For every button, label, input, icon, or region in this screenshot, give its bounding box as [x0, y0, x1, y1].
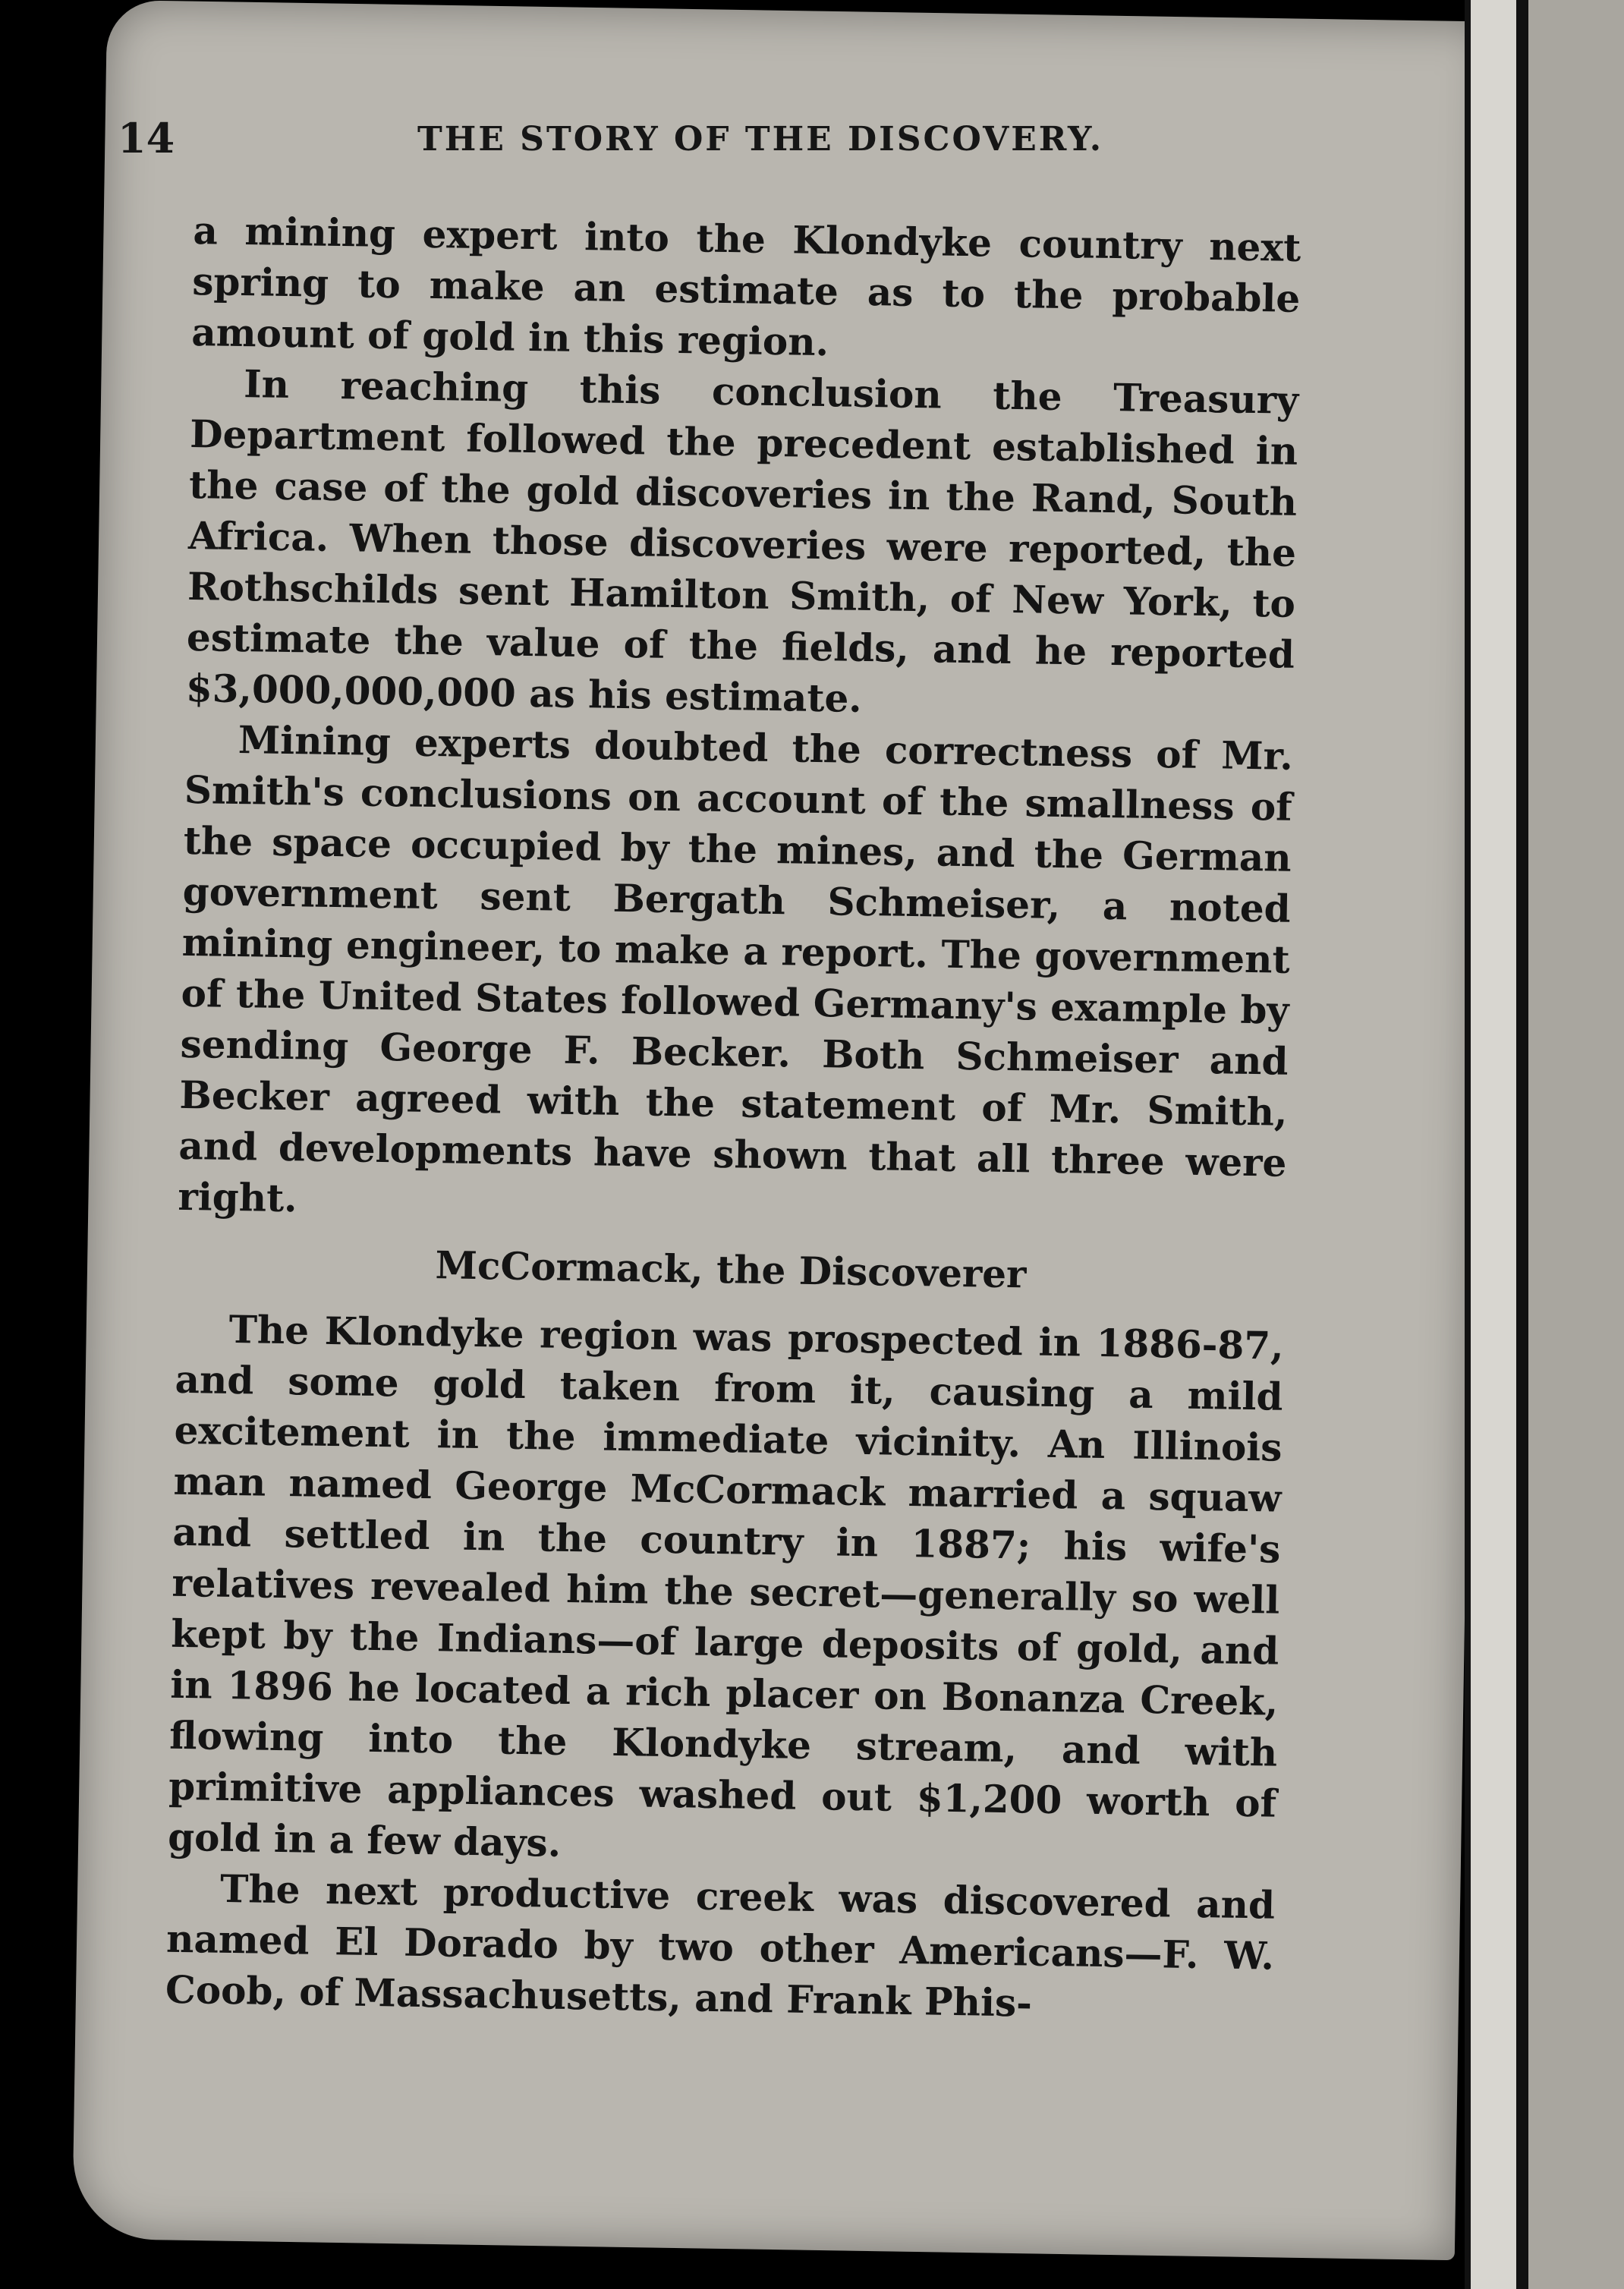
- paragraph-2: In reaching this conclusion the Treasury Department followed the precedent established in the case of the gold discoveries in the Rand, South Africa. When those discoveries were reported, the Rothschilds sent Hamilton Smith, of New York, to estimate the value of the fields, and he reported $3,000,000,000 as his estimate.: [185, 361, 1299, 721]
- paragraph-4: The Klondyke region was prospected in 1886-87, and some gold taken from it, causing a mild excitement in the immediate vicinity. An Illinois man named George McCormack married a squaw and settled in the country in 1887; his wife's relatives revealed him the secret—generally so well kept by the Indians—of large deposits of gold, and in 1896 he located a rich placer on Bonanza Creek, flowing into the Klondyke stream, and with primitive appliances washed out $1,200 worth of gold in a few days.: [167, 1306, 1285, 1866]
- paragraph-1: a mining expert into the Klondyke country next spring to make an estimate as to the probable amount of gold in this region.: [190, 207, 1301, 365]
- paragraph-3: Mining experts doubted the correctness of Mr. Smith's conclusions on account of the smallness of the space occupied by the mines, and the German government sent Bergath Schmeiser, a noted mining engineer, to make a report. The government of the United States followed Germany's example by sending George F. Becker. Both Schmeiser and Becker agreed with the statement of Mr. Smith, and developments have shown that all three were right.: [178, 717, 1294, 1221]
- section-heading: McCormack, the Discoverer: [435, 1242, 1027, 1297]
- running-head: THE STORY OF THE DISCOVERY.: [417, 120, 1104, 159]
- page-body: [165, 205, 1301, 2032]
- page-number: 14: [118, 114, 175, 162]
- adjacent-page-edge: [1521, 0, 1624, 2289]
- book-gutter: [1465, 0, 1527, 2289]
- paragraph-5: The next productive creek was discovered and named El Dorado by two other Americans—F. W. Coob, of Massachusetts, and Frank Phis-: [165, 1866, 1276, 2026]
